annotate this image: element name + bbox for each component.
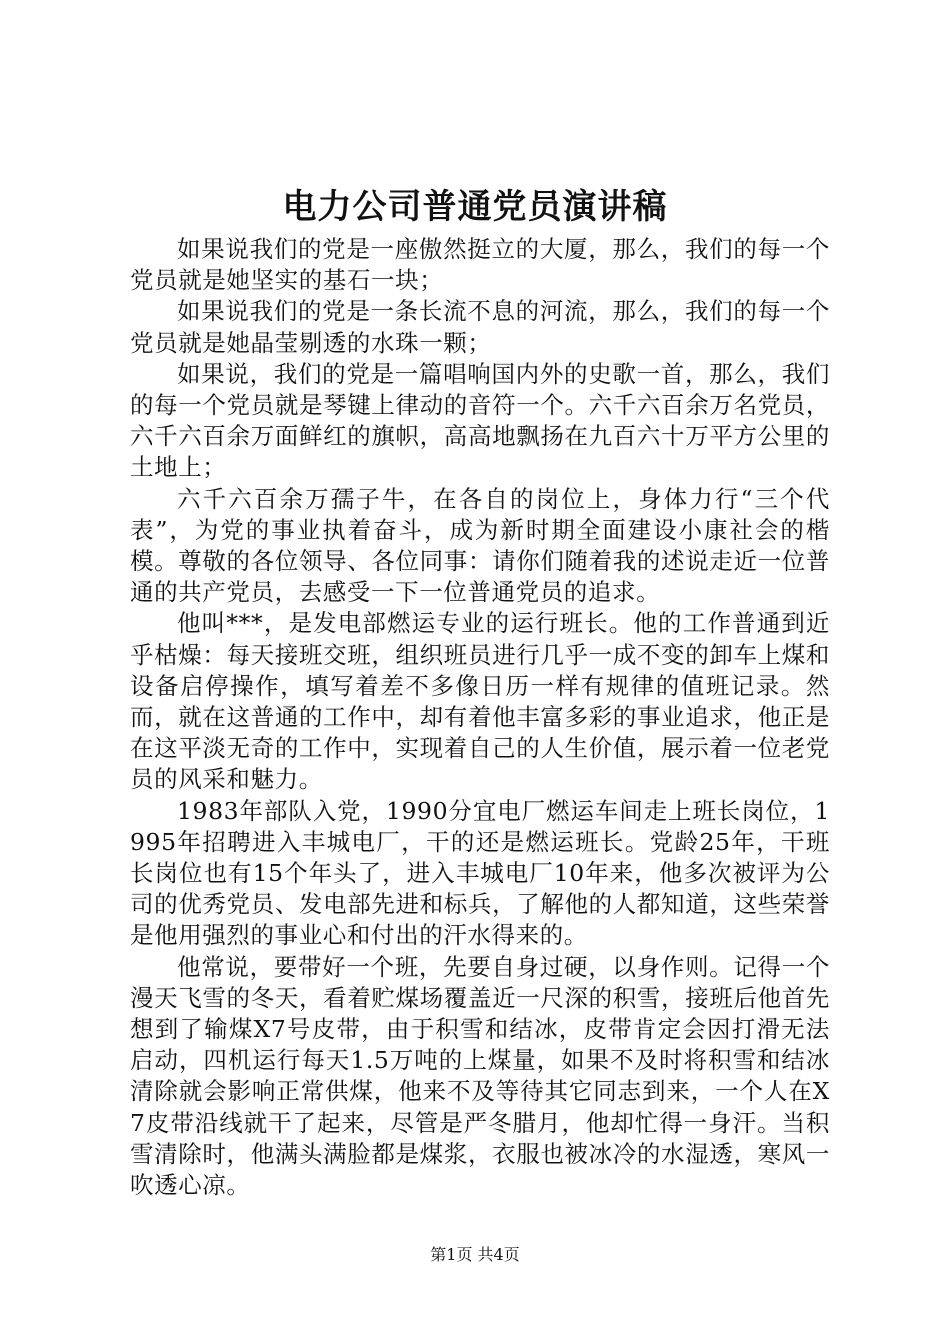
paragraph: 六千六百余万孺子牛，在各自的岗位上，身体力行“三个代表”，为党的事业执着奋斗，成为新时期全面建设小康社会的楷模。尊敬的各位领导、各位同事：请你们随着我的述说走近一位普通的共产党员，去感受一下一位普通党员的追求。	[130, 484, 830, 607]
paragraph: 他常说，要带好一个班，先要自身过硬，以身作则。记得一个漫天飞雪的冬天，看着贮煤场覆盖近一尺深的积雪，接班后他首先想到了输煤X7号皮带，由于积雪和结冰，皮带肯定会因打滑无法启动，四机运行每天1.5万吨的上煤量，如果不及时将积雪和结冰清除就会影响正常供煤，他来不及等待其它同志到来，一个人在X7皮带沿线就干了起来，尽管是严冬腊月，他却忙得一身汗。当积雪清除时，他满头满脸都是煤浆，衣服也被冰冷的水湿透，寒风一吹透心凉。	[130, 952, 830, 1200]
paragraph: 如果说，我们的党是一篇唱响国内外的史歌一首，那么，我们的每一个党员就是琴键上律动的音符一个。六千六百余万名党员，六千六百余万面鲜红的旗帜，高高地飘扬在九百六十万平方公里的土地上；	[130, 359, 830, 482]
paragraph: 他叫***，是发电部燃运专业的运行班长。他的工作普通到近乎枯燥：每天接班交班，组织班员进行几乎一成不变的卸车上煤和设备启停操作，填写着差不多像日历一样有规律的值班记录。然而，就在这普通的工作中，却有着他丰富多彩的事业追求，他正是在这平淡无奇的工作中，实现着自己的人生价值，展示着一位老党员的风采和魅力。	[130, 609, 830, 794]
paragraph: 1983年部队入党，1990分宜电厂燃运车间走上班长岗位，1995年招聘进入丰城电厂，干的还是燃运班长。党龄25年，干班长岗位也有15个年头了，进入丰城电厂10年来，他多次被评为公司的优秀党员、发电部先进和标兵，了解他的人都知道，这些荣誉是他用强烈的事业心和付出的汗水得来的。	[130, 796, 830, 950]
paragraph: 如果说我们的党是一条长流不息的河流，那么，我们的每一个党员就是她晶莹剔透的水珠一颗；	[130, 297, 830, 357]
page-number-footer: 第1页 共4页	[430, 1245, 520, 1264]
paragraph: 如果说我们的党是一座傲然挺立的大厦，那么，我们的每一个党员就是她坚实的基石一块；	[130, 235, 830, 295]
document-body	[130, 234, 830, 1201]
document-title: 电力公司普通党员演讲稿	[282, 187, 668, 227]
